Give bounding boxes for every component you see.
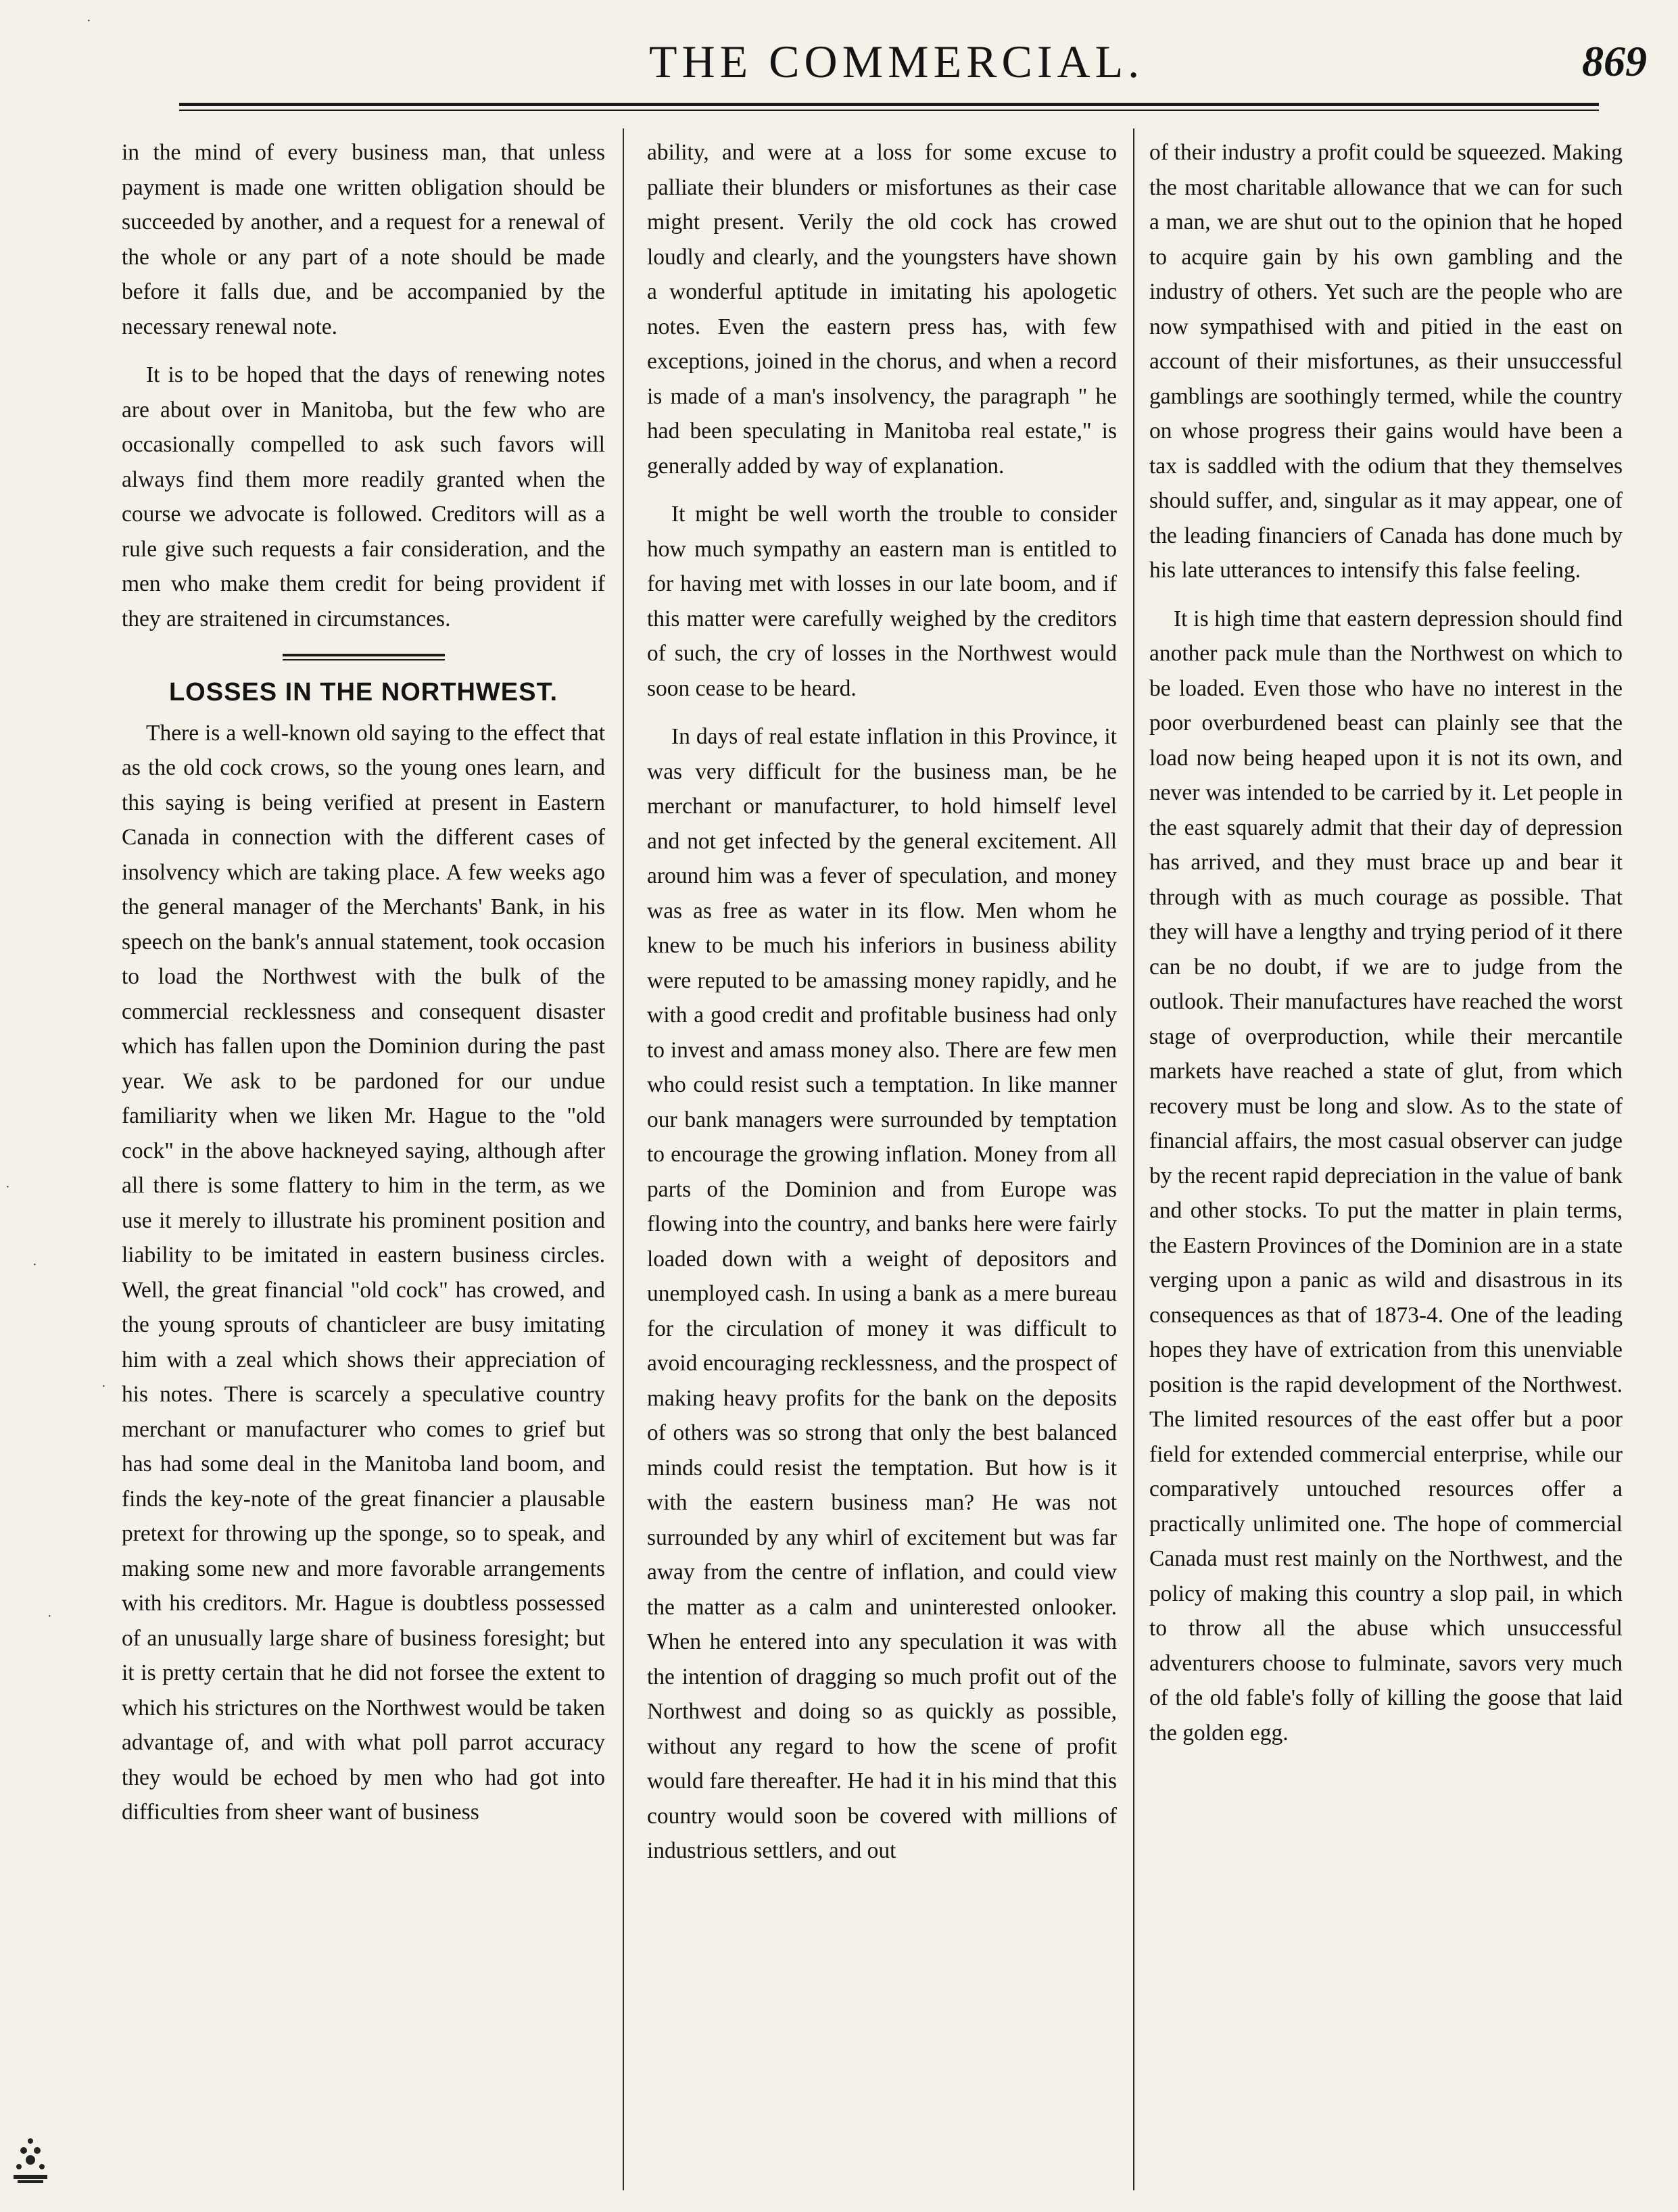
print-speck: · [32,1257,37,1272]
newspaper-title: THE COMMERCIAL. [649,36,1145,87]
paragraph: There is a well-known old saying to the effect that as the old cock crows, so the young ones learn, and this saying is being verified at present in Eastern Canada in connection with the different cases of insolvency which are taking place. A few weeks ago the general manager of the Merchants' Bank, in his speech on the bank's annual statement, took occasion to load the Northwest with the bulk of the commercial recklessness and consequent disaster which has fallen upon the Dominion during the past year. We ask to be pardoned for our undue familiarity when we liken Mr. Hague to the "old cock" in the above hackneyed saying, although after all there is some flattery to him in the term, as we use it merely to illustrate his prominent position and liability to be imitated in eastern business circles. Well, the great financial "old cock" has crowed, and the young sprouts of chanticleer are busy imitating him with a zeal which shows their appreciation of his notes. There is scarcely a speculative country merchant or manufacturer who comes to grief but has had some deal in the Manitoba land boom, and finds the key-note of the great financier a plausable pretext for throwing up the sponge, so to speak, and making some new and more favorable arrangements with his creditors. Mr. Hague is doubtless possessed of an unusually large share of business foresight; but it is pretty certain that he did not forsee the extent to which his strictures on the Northwest would be taken advantage of, and with what poll parrot accuracy they would be echoed by men who had got into difficulties from sheer want of business [122,720,605,1825]
masthead [0,35,1678,89]
header-rule-thin [179,110,1599,111]
column-3 [1149,135,1623,2197]
print-speck: · [5,1180,10,1195]
column-divider-2 [1133,128,1134,2190]
column-1 [122,135,605,2197]
paragraph: It might be well worth the trouble to consider how much sympathy an eastern man is entitled to for having met with losses in our late boom, and if this matter were carefully weighed by the creditors of such, the cry of losses in the Northwest would soon cease to be heard. [647,502,1117,701]
section-rule [283,654,445,656]
paragraph: It is high time that eastern depression should find another pack mule than the Northwest on which to be loaded. Even those who have no interest in the poor overburdened beast can plainly see that the load now being heaped upon it is not its own, and never was intended to be carried by it. Let people in the east squarely admit that their day of depression has arrived, and they must brace up and bear it through with as much courage as possible. That they will have a lengthy and trying period of it there can be no doubt, if we are to judge from the outlook. Their manufactures have reached the worst stage of overproduction, while their mercantile markets have reached a state of glut, from which recovery must be long and slow. As to the state of financial affairs, the most casual observer can judge by the recent rapid depreciation in the value of bank and other stocks. To put the matter in plain terms, the Eastern Provinces of the Dominion are in a state verging upon a panic as wild and disastrous in its consequences as that of 1873-4. One of the leading hopes they have of extrication from this unenviable position is the rapid development of the Northwest. The limited resources of the east offer but a poor field for extended commercial enterprise, while our comparatively untouched resources offer a practically unlimited one. The hope of commercial Canada must rest mainly on the Northwest, and the policy of making this country a slop pail, in which to throw all the abuse which unsuccessful adventurers choose to fulminate, savors very much of the old fable's folly of killing the goose that laid the golden egg. [1149,606,1623,1746]
paragraph: in the mind of every business man, that unless payment is made one written obligation should be succeeded by another, and a request for a renewal of the whole or any part of a note should be made before it falls due, and be accompanied by the necessary renewal note. [122,140,605,339]
print-speck: · [101,1379,106,1394]
paragraph: of their industry a profit could be squeezed. Making the most charitable allowance that we can for such a man, we are shut out to the opinion that he hoped to acquire gain by his own gambling and the industry of others. Yet such are the people who are now sympathised with and pitied in the east on account of their misfortunes, as their unsuccessful gamblings are soothingly termed, while the country on whose progress their gains would have been a tax is saddled with the odium that they themselves should suffer, and, singular as it may appear, one of the leading financiers of Canada has done much by his late utterances to intensify this false feeling. [1149,140,1623,583]
article-heading: LOSSES IN THE NORTHWEST. [168,678,558,706]
column-2 [647,135,1117,2197]
paragraph: It is to be hoped that the days of renewing notes are about over in Manitoba, but the few who are occasionally compelled to ask such favors will always find them more readily granted when the course we advocate is followed. Creditors will as a rule give such requests a fair consideration, and the men who make them credit for being provident if they are straitened in circumstances. [122,362,605,631]
section-rule-thin [283,659,445,660]
paragraph: In days of real estate inflation in this Province, it was very difficult for the business man, be he merchant or manufacturer, to hold himself level and not get infected by the general excitement. All around him was a fever of speculation, and money was as free as water in its flow. Men whom he knew to be much his inferiors in business ability were reputed to be amassing money rapidly, and he with a good credit and profitable business had only to invest and amass money also. There are few men who could resist such a temptation. In like manner our bank managers were surrounded by temptation to encourage the growing inflation. Money from all parts of the Dominion and from Europe was flowing into the country, and banks here were fairly loaded down with a weight of depositors and unemployed cash. In using a bank as a mere bureau for the circulation of money it was difficult to avoid encouraging recklessness, and the prospect of making heavy profits for the bank on the deposits of others was so strong that only the best balanced minds could resist the temptation. But how is it with the eastern business man? He was not surrounded by any whirl of excitement but was far away from the centre of inflation, and could view the matter as a calm and uninterested onlooker. When he entered into any speculation it was with the intention of dragging so much profit out of the Northwest and doing so as quickly as possible, without any regard to how the scene of profit would fare thereafter. He had it in his mind that this country would soon be covered with millions of industrious settlers, and out [647,724,1117,1863]
page-number: 869 [1582,37,1647,85]
header-rule [179,103,1599,106]
column-divider-1 [623,128,624,2190]
print-speck: · [87,14,91,28]
paragraph: ability, and were at a loss for some excuse to palliate their blunders or misfortunes as their case might present. Verily the old cock has crowed loudly and clearly, and the youngsters have shown a wonderful aptitude in imitating his apologetic notes. Even the eastern press has, with few exceptions, joined in the chorus, and when a record is made of a man's insolvency, the paragraph " he had been speculating in Manitoba real estate," is generally added by way of explanation. [647,140,1117,479]
corner-ornament-icon [7,2133,54,2187]
print-speck: · [47,1609,52,1624]
